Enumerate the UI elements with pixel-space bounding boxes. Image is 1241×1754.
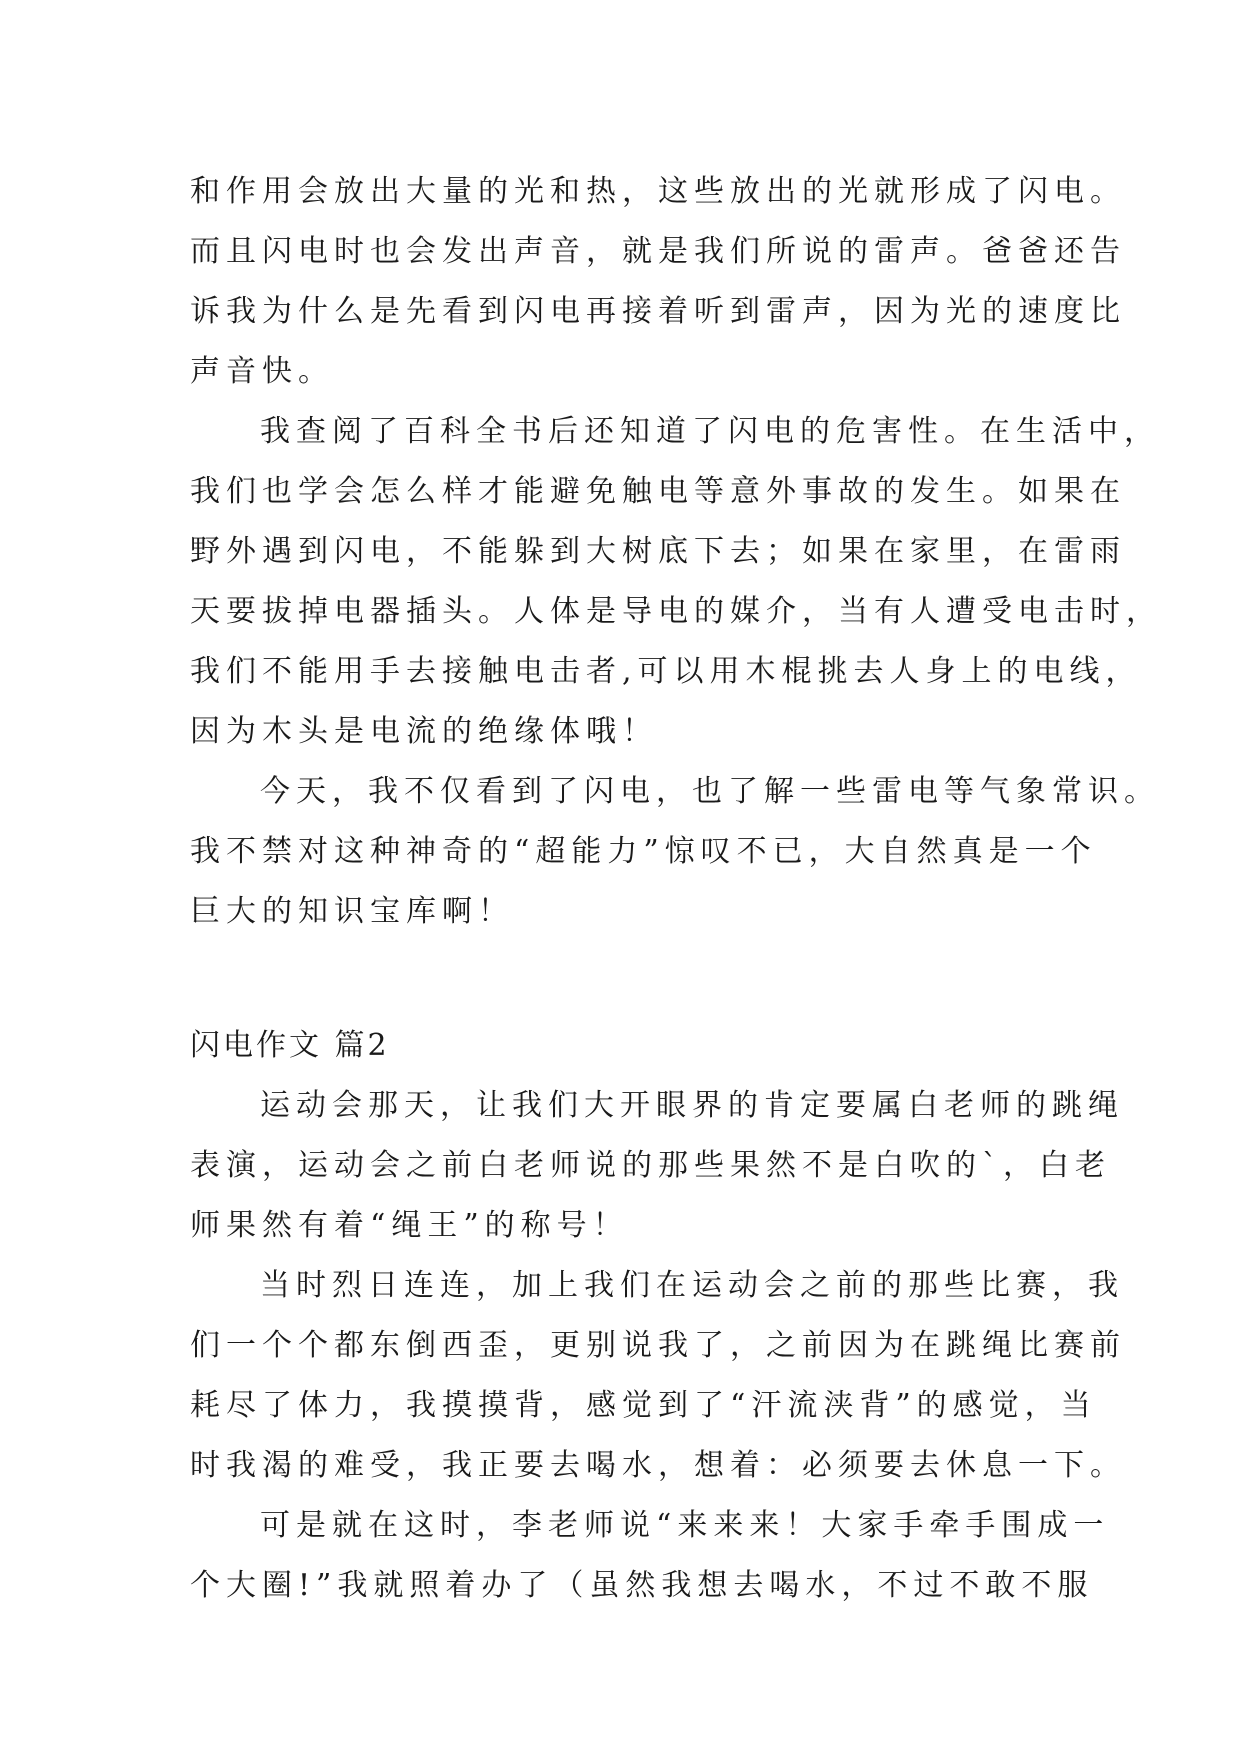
text-line: 个大圈!”我就照着办了（虽然我想去喝水，不过不敢不服 bbox=[190, 1568, 1094, 1603]
text-line: 当时烈日连连，加上我们在运动会之前的那些比赛，我 bbox=[260, 1268, 1124, 1303]
text-line: 耗尽了体力，我摸摸背，感觉到了“汗流浃背”的感觉，当 bbox=[190, 1388, 1097, 1423]
essay-body bbox=[190, 162, 1162, 1616]
text-line: 师果然有着“绳王”的称号！ bbox=[190, 1208, 629, 1243]
section-heading: 闪电作文 篇2 bbox=[190, 1028, 390, 1063]
text-line: 巨大的知识宝库啊！ bbox=[190, 894, 514, 929]
text-line: 我们不能用手去接触电击者,可以用木棍挑去人身上的电线， bbox=[190, 654, 1142, 689]
text-line: 表演，运动会之前白老师说的那些果然不是白吹的`，白老 bbox=[190, 1148, 1111, 1183]
paragraph-lightning-explanation bbox=[190, 162, 1126, 402]
text-line: 和作用会放出大量的光和热，这些放出的光就形成了闪电。 bbox=[190, 174, 1126, 209]
text-line: 野外遇到闪电，不能躲到大树底下去；如果在家里，在雷雨 bbox=[190, 534, 1126, 569]
text-line: 们一个个都东倒西歪，更别说我了，之前因为在跳绳比赛前 bbox=[190, 1328, 1126, 1363]
text-line: 天要拔掉电器插头。人体是导电的媒介，当有人遭受电击时， bbox=[190, 594, 1162, 629]
paragraph-hot-weather bbox=[190, 1256, 1126, 1496]
text-line: 可是就在这时，李老师说“来来来！大家手牵手围成一 bbox=[260, 1508, 1110, 1543]
text-line: 声音快。 bbox=[190, 354, 334, 389]
text-line: 我查阅了百科全书后还知道了闪电的危害性。在生活中， bbox=[260, 414, 1160, 449]
text-line: 今天，我不仅看到了闪电，也了解一些雷电等气象常识。 bbox=[260, 774, 1160, 809]
text-line: 因为木头是电流的绝缘体哦！ bbox=[190, 714, 658, 749]
section-gap bbox=[190, 942, 1070, 1016]
paragraph-conclusion bbox=[190, 762, 1160, 942]
text-line: 诉我为什么是先看到闪电再接着听到雷声，因为光的速度比 bbox=[190, 294, 1126, 329]
text-line: 我们也学会怎么样才能避免触电等意外事故的发生。如果在 bbox=[190, 474, 1126, 509]
text-line: 运动会那天，让我们大开眼界的肯定要属白老师的跳绳 bbox=[260, 1088, 1124, 1123]
paragraph-lightning-safety bbox=[190, 402, 1162, 762]
text-line: 我不禁对这种神奇的“超能力”惊叹不已，大自然真是一个 bbox=[190, 834, 1097, 869]
text-line: 而且闪电时也会发出声音，就是我们所说的雷声。爸爸还告 bbox=[190, 234, 1126, 269]
text-line: 时我渴的难受，我正要去喝水，想着：必须要去休息一下。 bbox=[190, 1448, 1126, 1483]
paragraph-sports-day bbox=[190, 1076, 1124, 1256]
paragraph-big-circle bbox=[190, 1496, 1110, 1616]
